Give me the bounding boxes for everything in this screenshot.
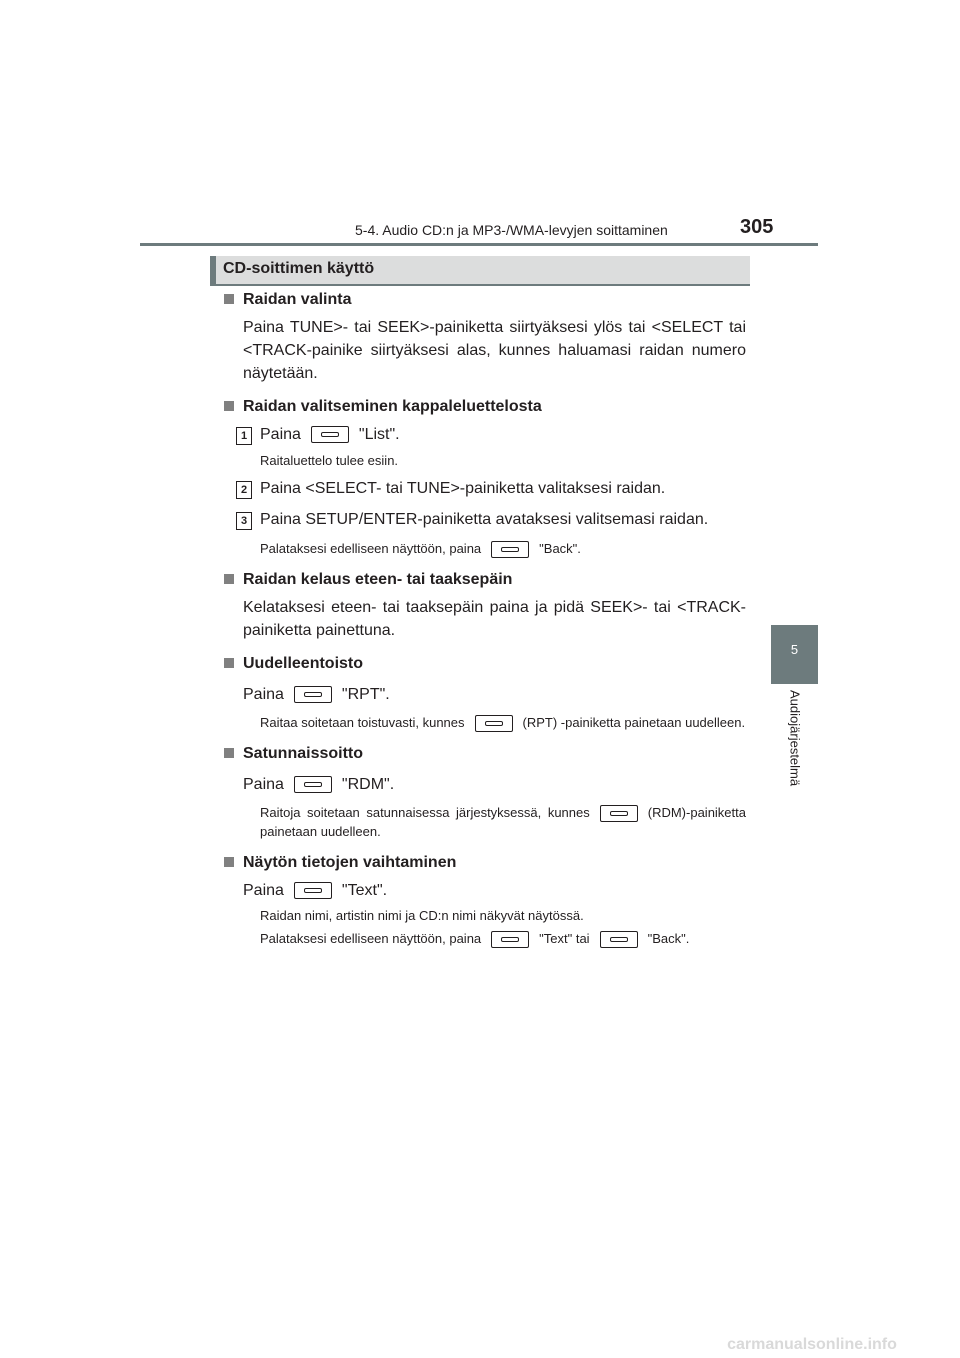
subsection-heading: Uudelleentoisto <box>224 652 746 676</box>
square-bullet-icon <box>224 748 234 758</box>
paragraph: Paina "RPT". <box>243 686 390 704</box>
page-number: 305 <box>740 216 774 238</box>
note: Palataksesi edelliseen näyttöön, paina "Text" tai "Back". <box>224 929 746 948</box>
paragraph: Kelataksesi eteen- tai taaksepäin paina ja pidä SEEK>- tai <TRACK-painiketta painettuna. <box>243 599 746 640</box>
watermark-logo <box>672 1334 952 1354</box>
paragraph: Paina "RDM". <box>243 776 395 794</box>
subsection-heading: Raidan valitseminen kappaleluettelosta <box>224 395 746 419</box>
button-icon <box>491 931 529 948</box>
step-2: 2 Paina <SELECT- tai TUNE>-painiketta valitaksesi raidan. <box>224 477 746 501</box>
button-icon <box>475 715 513 732</box>
button-icon <box>294 686 332 703</box>
button-icon <box>600 931 638 948</box>
button-icon <box>311 426 349 443</box>
square-bullet-icon <box>224 574 234 584</box>
square-bullet-icon <box>224 294 234 304</box>
header-rule <box>140 243 818 246</box>
paragraph: Paina TUNE>- tai SEEK>-painiketta siirtyäksesi ylös tai <SELECT tai <TRACK-painike siirtyäksesi alas, kunnes haluamasi raidan numero näytetään. <box>243 319 746 382</box>
step-3: 3 Paina SETUP/ENTER-painiketta avataksesi valitsemasi raidan. <box>224 508 746 532</box>
note: Raidan nimi, artistin nimi ja CD:n nimi näkyvät näytössä. <box>260 908 584 924</box>
section-header-accent <box>210 256 216 286</box>
note: Raitaa soitetaan toistuvasti, kunnes (RPT) -painiketta painetaan uudelleen. <box>224 713 746 732</box>
svg-text:carmanualsonline.info: carmanualsonline.info <box>727 1336 897 1353</box>
step-1: 1 Paina "List". <box>224 423 746 447</box>
chapter-tab: 5 <box>771 625 818 684</box>
subsection-heading: Raidan kelaus eteen- tai taaksepäin <box>224 568 746 592</box>
button-icon <box>600 805 638 822</box>
section-title: CD-soittimen käyttö <box>223 260 375 277</box>
step-number: 3 <box>236 512 252 530</box>
section-header-bar <box>210 256 750 286</box>
step-number: 1 <box>236 427 252 445</box>
subsection-heading: Satunnaissoitto <box>224 742 746 766</box>
square-bullet-icon <box>224 658 234 668</box>
page-content <box>224 288 746 948</box>
subsection-heading: Näytön tietojen vaihtaminen <box>224 851 746 875</box>
note: Palataksesi edelliseen näyttöön, paina "Back". <box>224 539 746 558</box>
button-icon <box>491 541 529 558</box>
note: Raitoja soitetaan satunnaisessa järjestyksessä, kunnes (RDM)-painiketta painetaan uudelleen. <box>260 805 746 840</box>
paragraph: Paina "Text". <box>243 882 388 900</box>
chapter-label-text: Audiojärjestelmä <box>787 690 803 787</box>
subsection-heading: Raidan valinta <box>224 288 746 312</box>
note: Raitaluettelo tulee esiin. <box>260 453 399 468</box>
step-number: 2 <box>236 481 252 499</box>
chapter-label <box>772 690 818 810</box>
button-icon <box>294 776 332 793</box>
square-bullet-icon <box>224 857 234 867</box>
button-icon <box>294 882 332 899</box>
running-header: 5-4. Audio CD:n ja MP3-/WMA-levyjen soittaminen <box>355 222 668 238</box>
square-bullet-icon <box>224 401 234 411</box>
